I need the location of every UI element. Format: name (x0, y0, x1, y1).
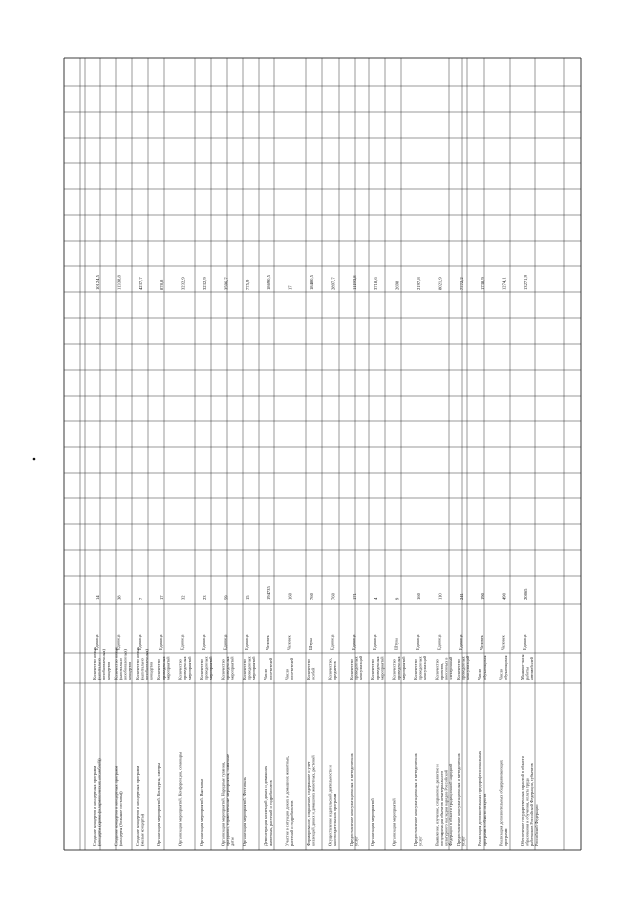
row-value: 38 (116, 595, 122, 600)
row-unit: Единица (457, 634, 463, 650)
row-amount: 10124,5 (95, 275, 100, 290)
row-indicator: Количество,предметов (327, 658, 337, 680)
row-indicator: Числопосетителей (284, 657, 295, 680)
row-value: 32 (180, 595, 186, 600)
row-amount: 11193,8 (351, 275, 357, 290)
row-value: 9 (394, 597, 400, 600)
row-name: Реализация дополнительных предпрофессиональныхпрограмм в области искусств (477, 750, 487, 846)
row-unit: Единица (158, 634, 164, 650)
row-amount: 7772,2 (458, 277, 464, 290)
row-value: 160 (416, 593, 421, 600)
row-indicator: Числообучающихся (477, 655, 487, 680)
row-amount: 775,9 (244, 279, 250, 290)
row-name: Организация мероприятий (391, 798, 397, 846)
row-indicator: Количествопроведенныхконсультаций (348, 655, 363, 680)
row-name: Организация мероприятий. Конкурсы, смотры (156, 763, 162, 846)
row-amount: 878,8 (159, 279, 165, 290)
row-amount: 17 (287, 285, 293, 290)
row-name: Организация мероприятий. Народные гуляния,праздники, торжественные мероприятия, памятныедаты (220, 754, 235, 846)
row-amount: 2698 (394, 280, 400, 290)
row-indicator: Числопосетителей (263, 657, 273, 680)
row-value: 15 (244, 595, 250, 600)
row-amount: 8021,9 (437, 277, 443, 290)
row-name: Создание концертов и концертных программ(концерты (кроме филармонических ансамблей)) (92, 758, 102, 846)
row-unit: Единица (94, 634, 99, 650)
row-indicator: Количествопроведенныхмероприятий (199, 656, 214, 680)
row-value: 20865 (523, 588, 528, 600)
row-indicator: Числообучающихся (498, 655, 509, 680)
row-unit: Штука (308, 638, 313, 650)
row-amount: 2197,8 (416, 277, 421, 290)
row-amount: 1738,9 (480, 277, 486, 290)
row-unit: Человек (265, 635, 271, 650)
row-name: Обеспечение государственных гарантий в областиобразования и обучения, оплата трудаработников Российской Федерации, субъектовРоссийской Федерации (520, 756, 539, 846)
row-value: 7 (137, 597, 143, 600)
row-indicator: Количествопроектов,внесенных вэлектронный (434, 656, 454, 680)
row-indicator: Количествопроведенныхмероприятий (370, 656, 385, 680)
row-name: Организация мероприятий. Выставки (199, 778, 204, 846)
row-indicator: Машино-часыработыавтомобилей (520, 654, 535, 680)
row-indicator: Количествопроведенныхконсультаций (413, 655, 428, 680)
row-value: 110 (437, 593, 443, 600)
row-unit: Единица (222, 634, 228, 650)
row-unit: Единица (415, 634, 420, 650)
row-amount: 18480,5 (309, 275, 314, 290)
row-unit: Единица (350, 634, 356, 650)
row-indicator: Количество новых(капитальновозобновленных)концертов (134, 646, 154, 680)
row-unit: Единица (372, 634, 378, 650)
row-name: Выявление, изучение, сохранение, развитие ипопуляризация объектов нематериальногокультурного наследия народов РоссийскойФедерации в области традиционной народной (434, 763, 454, 846)
row-unit: Человек (500, 635, 506, 650)
row-value: 4 (373, 597, 379, 600)
table-cells (92, 274, 539, 847)
row-amount: 3232,9 (180, 277, 186, 290)
row-indicator: Количествопроведенныхмероприятий (177, 656, 192, 680)
row-name: Создание концертов и концертных программ(концерты (большие составы)) (113, 765, 123, 846)
row-name: Реализация дополнительных общеразвивающихпрограмм (498, 760, 509, 846)
row-unit: Единица (136, 634, 142, 650)
row-unit: Штука (393, 638, 399, 650)
row-value: 241 (458, 593, 464, 600)
row-value: 760 (309, 593, 314, 600)
row-indicator: Количество новых(капитальновозобновленных)концертов (92, 646, 111, 680)
row-indicator: Количествоособей (306, 659, 316, 680)
row-value: 17 (159, 595, 165, 600)
row-name: Предоставление консультационных и методическихуслуг (455, 753, 466, 846)
row-amount: 2897,7 (330, 277, 336, 290)
row-indicator: Количествопроведенныхмероприятий (220, 656, 235, 680)
row-unit: Человек (479, 635, 485, 650)
row-name: Организация мероприятий. Фестиваль (241, 777, 247, 846)
row-value: 59 (223, 595, 229, 600)
row-amount: 3232,9 (202, 277, 207, 290)
row-name: Организация мероприятий (370, 798, 376, 846)
row-name: Осуществление издательской деятельности икнигоиздательских программ (327, 765, 337, 846)
row-value: 194735 (266, 586, 272, 600)
row-amount: 3718,6 (373, 277, 379, 290)
row-unit: Единица (522, 634, 527, 650)
row-value: 490 (501, 593, 507, 600)
row-unit: Единица (329, 634, 335, 650)
table-grid (64, 58, 581, 850)
row-name: Предоставление консультационных и методическихуслуг (348, 753, 359, 846)
row-indicator: Количествопроведенныхмероприятий (241, 656, 256, 680)
row-name: Демонстрация коллекций диких и домашнихживотных, растений и гидробионтов (263, 765, 273, 846)
row-unit: Единица (115, 634, 121, 650)
row-amount: 18690,5 (266, 275, 272, 290)
row-value: 23 (202, 595, 207, 600)
row-amount: 13271,9 (523, 275, 528, 290)
row-value: 160 (287, 593, 293, 600)
row-amount: 1274,1 (501, 277, 507, 290)
row-indicator: Количество новых(капитальновозобновленных)концертов (113, 646, 133, 680)
row-indicator: Количествопроведенныхконсультаций (455, 655, 470, 680)
scan-speck (33, 458, 36, 461)
row-value: 190 (480, 593, 486, 600)
row-name: Участие в ситуации диких и домашних животных,растений и гидробионтов (284, 755, 295, 846)
row-indicator: Количествопроведенныхмероприятий (391, 656, 406, 680)
row-value: 171 (351, 593, 357, 600)
row-unit: Единица (179, 634, 185, 650)
row-name: Организация мероприятий. Конференции, семинары (177, 752, 183, 846)
row-value: 760 (330, 593, 336, 600)
row-indicator: Количествопроведенныхмероприятий (156, 656, 171, 680)
row-name: Предоставление консультационных и методическихуслуг (413, 753, 423, 846)
row-name: Формирование, сохранение, содержание и учетколлекций диких и домашних животных, растений (306, 755, 316, 846)
row-unit: Единица (436, 634, 442, 650)
row-amount: 4237,7 (137, 277, 143, 290)
row-unit: Единица (201, 634, 206, 650)
row-unit: Единица (243, 634, 249, 650)
row-unit: Человек (286, 635, 292, 650)
row-amount: 3596,7 (223, 277, 229, 290)
row-name: Создание концертов и концертных программ(малые концерты) (134, 765, 145, 846)
row-amount: 11338,8 (116, 275, 122, 290)
row-value: 14 (95, 595, 100, 600)
